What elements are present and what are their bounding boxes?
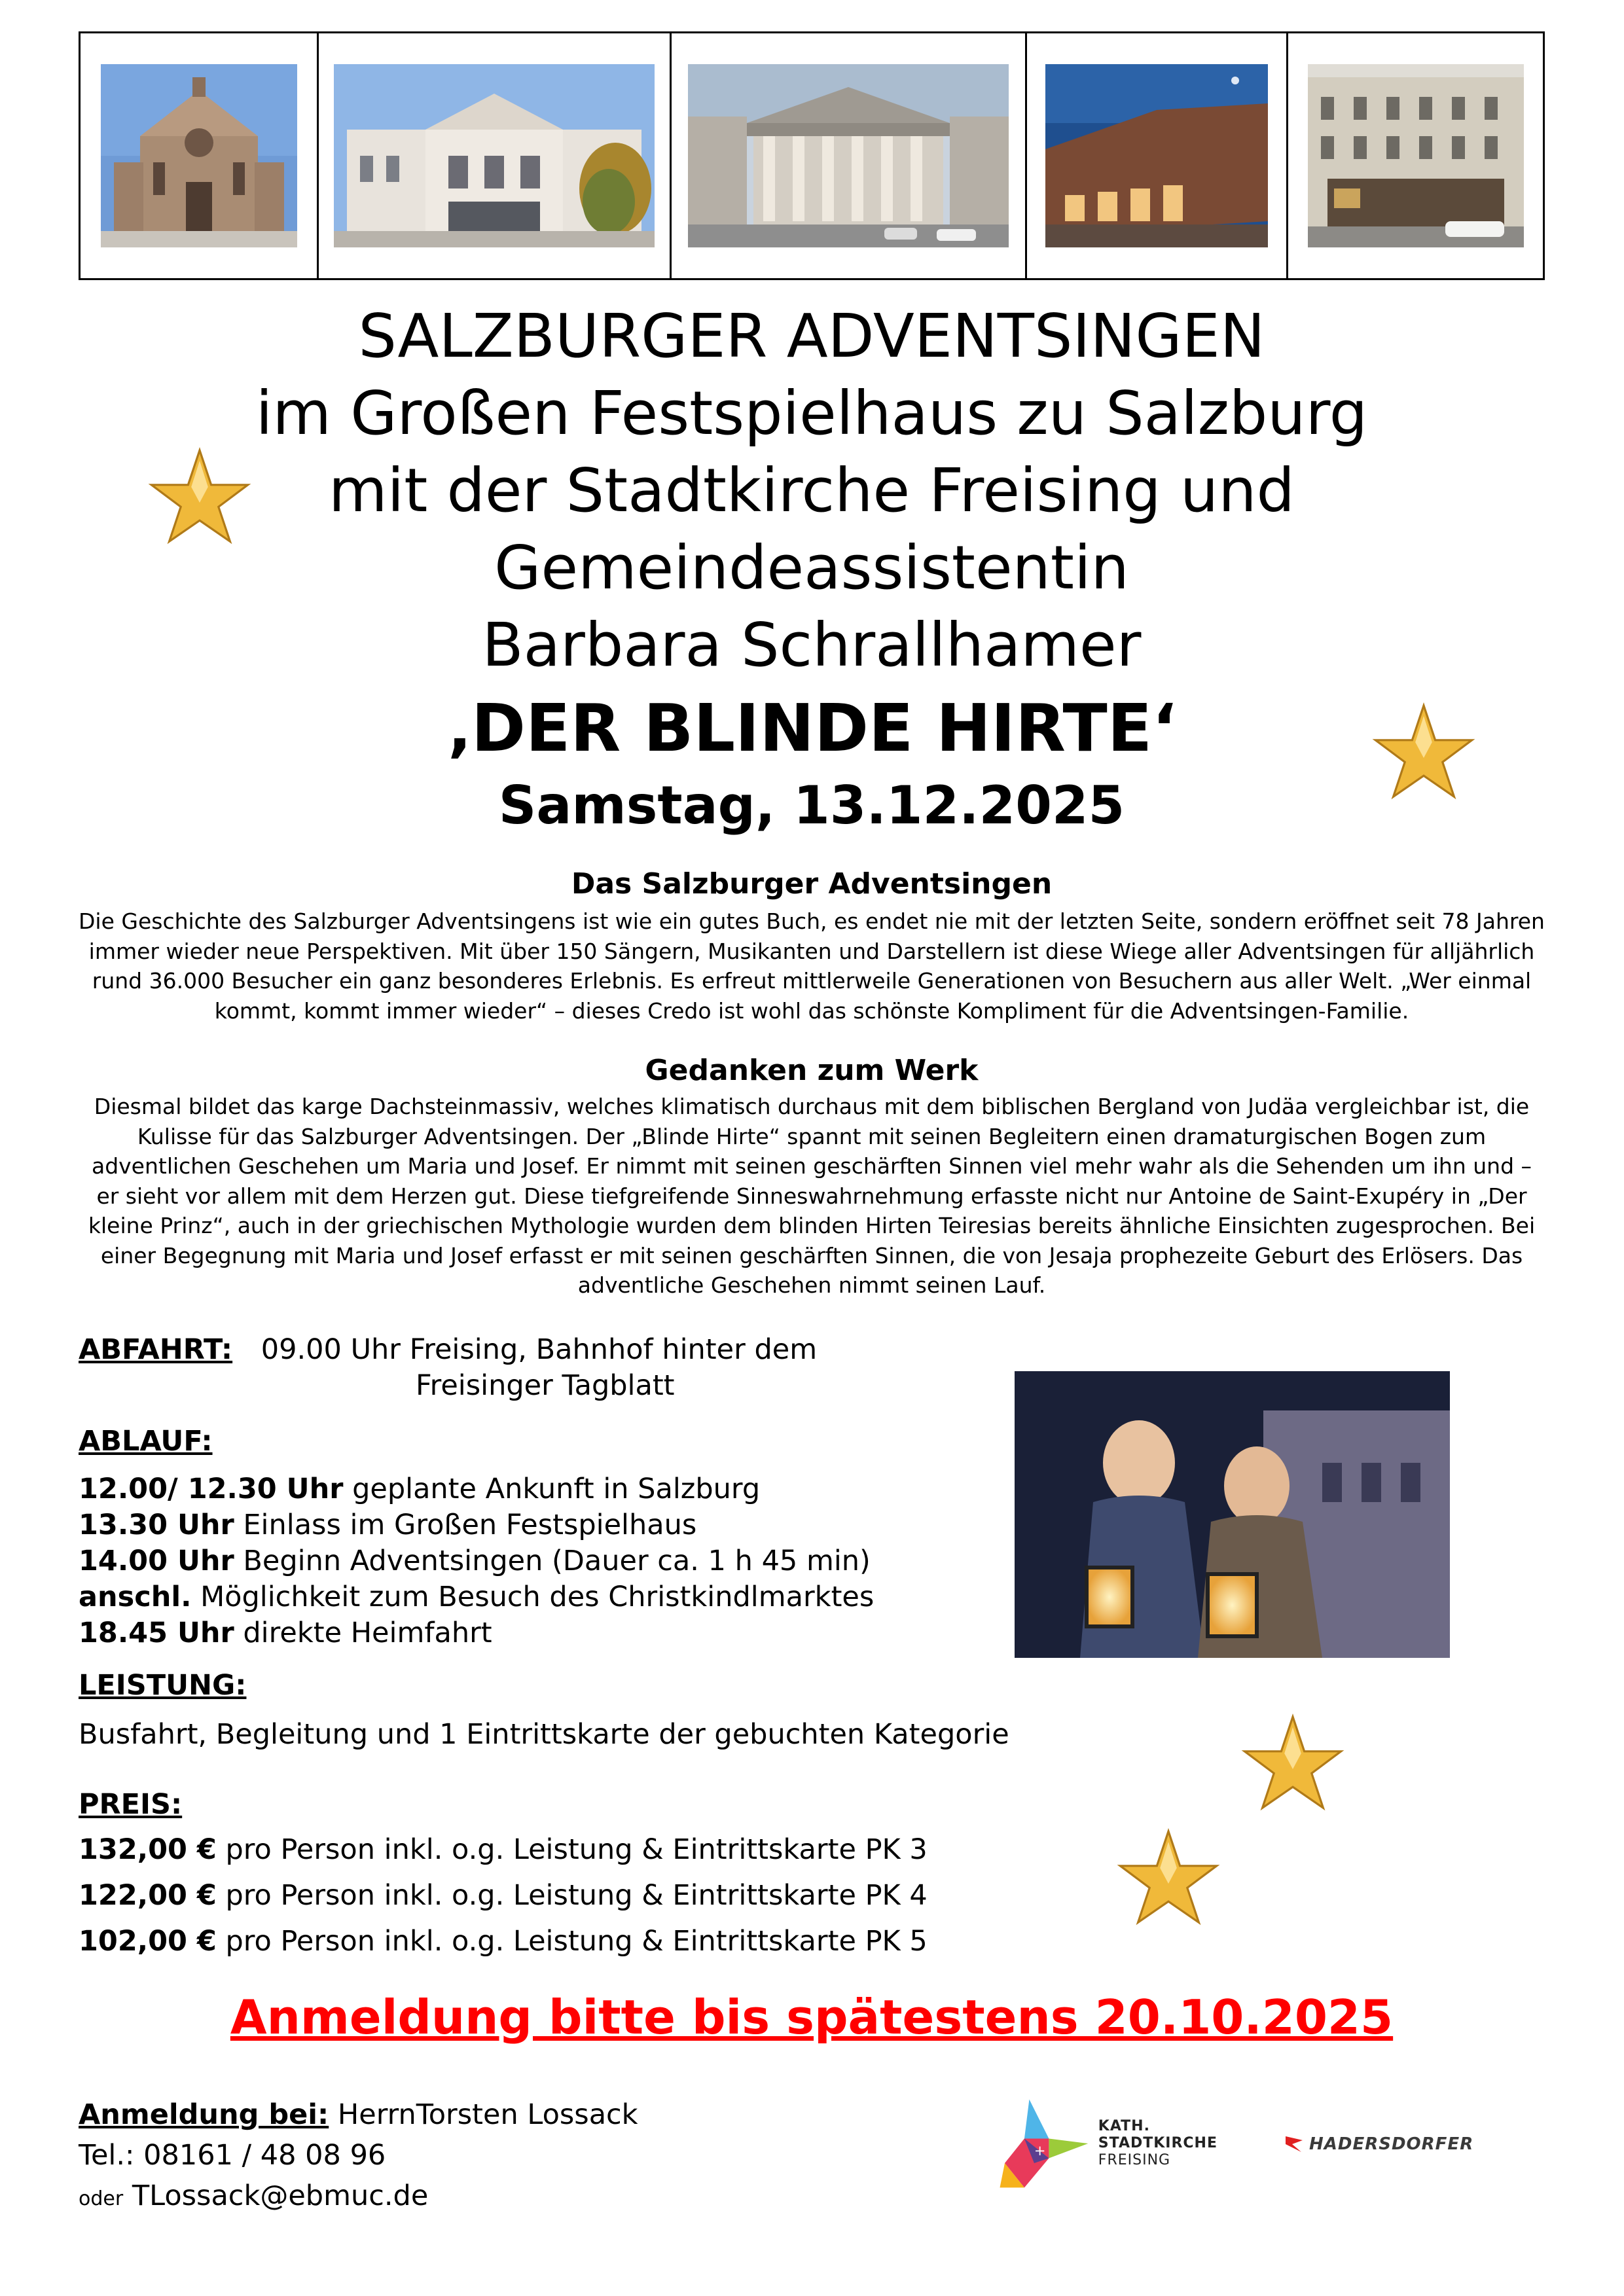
contact-label: Anmeldung bei: xyxy=(79,2098,329,2131)
intro-line: immer wieder neue Perspektiven. Mit über 150 Sängern, Musikanten und Darstellern ist diese Wiege aller Adventsingen für alljährlich xyxy=(88,938,1535,964)
logo-line: FREISING xyxy=(1098,2152,1171,2168)
price-label: PREIS: xyxy=(79,1788,183,1821)
departure-label: ABFAHRT: xyxy=(79,1333,233,1366)
work-line: adventlichen Geschehen um Maria und Josef. Er nimmt mit seinen geschärften Sinnen viel mehr wahr als die Sehenden um ihn und – xyxy=(91,1153,1532,1179)
price-item: 122,00 € pro Person inkl. o.g. Leistung & Eintrittskarte PK 4 xyxy=(79,1879,928,1912)
departure-block xyxy=(79,1332,995,1404)
national-theatre-photo xyxy=(672,33,1028,278)
stadtkirche-logo-icon xyxy=(995,2094,1093,2193)
work-line: er sieht vor allem mit dem Herzen gut. Diese tiefgreifende Sinneswahrnehmung erfasste nicht nur Antoine de Saint-Exupéry in „Der xyxy=(96,1183,1527,1209)
hadersdorfer-logo xyxy=(1283,2132,1473,2156)
schedule-item: 12.00/ 12.30 Uhr geplante Ankunft in Salzburg xyxy=(79,1473,761,1505)
logo-line: STADTKIRCHE xyxy=(1098,2135,1218,2151)
stage-photo xyxy=(1015,1371,1450,1658)
hadersdorfer-logo-icon xyxy=(1283,2132,1307,2156)
price-item: 132,00 € pro Person inkl. o.g. Leistung & Eintrittskarte PK 3 xyxy=(79,1833,928,1866)
work-line: einer Begegnung mit Maria und Josef erfasst er mit seinen geschärften Sinnen, die von Jesaja prophezeite Geburt des Erlösers. Das xyxy=(100,1242,1523,1268)
church-photo xyxy=(81,33,319,278)
service-text: Busfahrt, Begleitung und 1 Eintrittskarte der gebuchten Kategorie xyxy=(79,1718,1009,1751)
play-title: ‚DER BLINDE HIRTE‘ xyxy=(446,690,1177,766)
title-line: im Großen Festspielhaus zu Salzburg xyxy=(255,378,1368,448)
brand-name: HADERSDORFER xyxy=(1309,2134,1474,2154)
schedule-item: anschl. Möglichkeit zum Besuch des Christkindlmarktes xyxy=(79,1581,875,1613)
contact-email[interactable]: TLossack@ebmuc.de xyxy=(123,2179,429,2212)
work-line: Diesmal bildet das karge Dachsteinmassiv, welches klimatisch durchaus mit dem biblischen Bergland von Judäa vergleichbar ist, die xyxy=(94,1094,1530,1119)
intro-line: rund 36.000 Besucher ein ganz besonderes Erlebnis. Es erfreut mittlerweile Generationen von Besuchern aus aller Welt. „Wer einmal xyxy=(92,968,1532,994)
departure-line: 09.00 Uhr Freising, Bahnhof hinter dem xyxy=(261,1333,818,1366)
hotel-photo xyxy=(1288,33,1543,278)
schedule-item: 13.30 Uhr Einlass im Großen Festspielhaus xyxy=(79,1509,697,1541)
price-item: 102,00 € pro Person inkl. o.g. Leistung & Eintrittskarte PK 5 xyxy=(79,1925,928,1958)
title-block xyxy=(183,298,1440,841)
svg-text:+: + xyxy=(1034,2142,1046,2159)
brick-hall-photo xyxy=(1027,33,1288,278)
schedule-block xyxy=(79,1424,995,1651)
intro-text xyxy=(79,906,1545,1026)
departure-line: Freisinger Tagblatt xyxy=(416,1369,675,1402)
event-date: Samstag, 13.12.2025 xyxy=(498,775,1125,836)
theatre-photo xyxy=(319,33,672,278)
title-line: Barbara Schrallhamer xyxy=(482,610,1142,680)
price-block xyxy=(79,1787,1126,1964)
service-block xyxy=(79,1668,1126,1753)
work-line: Kulisse für das Salzburger Adventsingen. Der „Blinde Hirte“ spannt mit seinen Begleitern einen dramaturgischen Bogen zum xyxy=(137,1123,1487,1149)
schedule-item: 14.00 Uhr Beginn Adventsingen (Dauer ca. 1 h 45 min) xyxy=(79,1545,871,1577)
contact-name: HerrnTorsten Lossack xyxy=(329,2098,638,2131)
intro-line: kommt, kommt immer wieder“ – dieses Credo ist wohl das schönste Kompliment für die Adventsingen-Familie. xyxy=(214,997,1409,1024)
contact-phone: Tel.: 08161 / 48 08 96 xyxy=(79,2139,386,2172)
intro-heading: Das Salzburger Adventsingen xyxy=(571,867,1053,901)
stadtkirche-logo xyxy=(995,2094,1218,2193)
star-icon xyxy=(1240,1712,1345,1816)
work-text xyxy=(79,1092,1545,1300)
title-line: mit der Stadtkirche Freising und xyxy=(329,456,1295,526)
contact-or: oder xyxy=(79,2187,124,2210)
work-line: adventliche Geschehen nimmt seinen Lauf. xyxy=(577,1272,1046,1298)
service-label: LEISTUNG: xyxy=(79,1669,247,1702)
star-icon xyxy=(1116,1826,1221,1931)
work-line: kleine Prinz“, auch in der griechischen Mythologie wurden dem blinden Hirten Teiresias bereits ähnliche Einsichten zugesprochen. Bei xyxy=(88,1213,1536,1238)
schedule-item: 18.45 Uhr direkte Heimfahrt xyxy=(79,1617,492,1649)
registration-deadline: Anmeldung bitte bis spätestens 20.10.2025 xyxy=(230,1990,1394,2045)
title-line: Gemeindeassistentin xyxy=(494,533,1129,603)
title-line: SALZBURGER ADVENTSINGEN xyxy=(358,301,1265,371)
schedule-label: ABLAUF: xyxy=(79,1425,213,1458)
intro-line: Die Geschichte des Salzburger Adventsingens ist wie ein gutes Buch, es endet nie mit der letzten Seite, sondern eröffnet seit 78 Jahren xyxy=(79,908,1545,934)
logo-line: KATH. xyxy=(1098,2118,1150,2134)
work-heading: Gedanken zum Werk xyxy=(645,1054,979,1087)
contact-block xyxy=(79,2094,864,2219)
photo-strip xyxy=(79,31,1545,280)
